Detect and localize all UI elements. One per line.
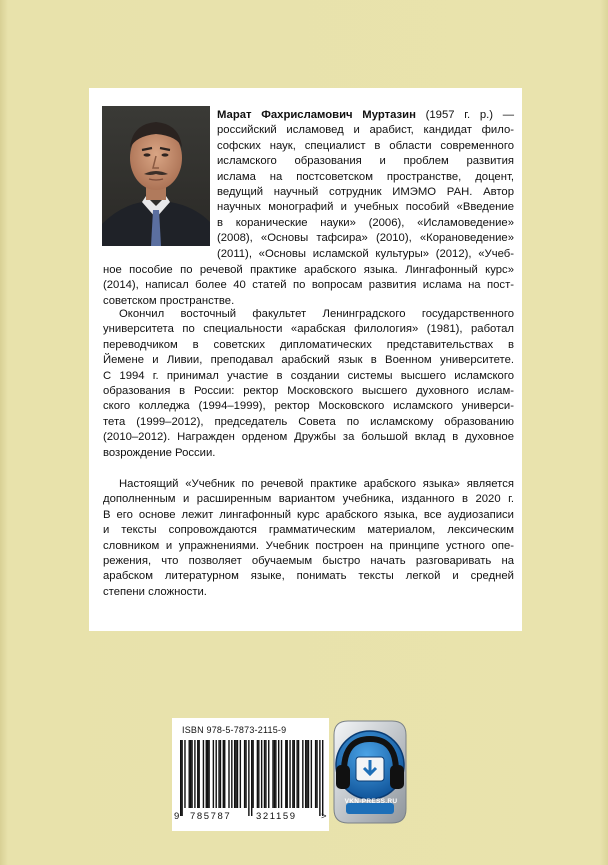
bio-line: переводчиком в советских дипломатических представительствах в	[103, 338, 514, 351]
description-line: режения, что позволяет обучаемым быстро начать разговаривать на	[103, 555, 514, 568]
barcode-bar	[274, 740, 275, 808]
barcode-bar	[281, 740, 282, 808]
description-line: арабском литературном языке, понимать тексты легкой и средней	[103, 570, 514, 583]
barcode-bar	[207, 740, 208, 808]
barcode-bar	[278, 740, 279, 808]
barcode-bar	[197, 740, 198, 808]
author-portrait-illustration	[102, 106, 210, 246]
book-description	[103, 477, 514, 600]
barcode-bar	[181, 740, 182, 816]
barcode-bar	[206, 740, 207, 808]
bio-line: С 1994 г. принимал участие в создании системы высшего исламского	[103, 369, 514, 382]
bio-line: софских наук, специалист в области современного	[217, 139, 514, 152]
barcode-digit-prefix: 9	[174, 811, 180, 822]
barcode-bar	[240, 740, 241, 808]
barcode-bar	[316, 740, 317, 808]
barcode-bar	[237, 740, 238, 808]
barcode-bar	[216, 740, 217, 808]
barcode-bar	[251, 740, 252, 816]
description-line: Настоящий «Учебник по речевой практике арабского языка» является	[119, 478, 514, 490]
barcode-bar	[292, 740, 293, 808]
barcode-bar	[308, 740, 309, 808]
barcode-bar	[305, 740, 306, 808]
bio-line: (2008), «Основы тафсира» (2010), «Корановедение»	[217, 232, 514, 245]
barcode-bar	[194, 740, 195, 808]
author-career-paragraph	[103, 307, 514, 461]
barcode-bar	[258, 740, 259, 808]
bio-line: (2014), написал более 40 статей по вопросам развития ислама на пост-	[103, 279, 514, 292]
barcode-bar	[213, 740, 214, 808]
barcode-bar	[220, 740, 221, 808]
barcode-bar	[315, 740, 316, 808]
description-line: дополненным и расширенным вариантом учебника, изданного в 2020 г.	[103, 493, 514, 506]
barcode-digits-right: 321159	[256, 811, 297, 822]
barcode-bar	[231, 740, 232, 808]
bio-line: возрождение России.	[103, 446, 216, 459]
bio-line: университета по специальности «арабская филология» (1981), работал	[103, 323, 514, 336]
barcode-bar	[234, 740, 235, 808]
barcode-bar	[203, 740, 204, 808]
bio-line: (2011), «Основы исламской культуры» (2012), «Учеб-	[217, 247, 514, 260]
barcode-bar	[275, 740, 276, 808]
description-line: В его основе лежит лингафонный курс арабского языка, все аудиозаписи	[103, 508, 514, 521]
barcode-bar	[180, 740, 181, 816]
barcode-bar	[272, 740, 273, 808]
barcode-icon	[176, 740, 326, 818]
barcode-bar	[190, 740, 191, 808]
barcode-bar	[265, 740, 266, 808]
author-bio-continued	[103, 263, 514, 309]
barcode-bar	[228, 740, 229, 808]
author-name: Марат Фахрисламович Муртазин	[217, 109, 416, 121]
barcode-bar	[218, 740, 219, 808]
barcode-bar	[191, 740, 192, 808]
description-line: степени сложности.	[103, 585, 207, 598]
bio-line: ведущий научный сотрудник ИМЭМО РАН. Автор	[217, 186, 514, 199]
barcode-digits-left: 785787	[190, 811, 232, 822]
barcode-bar	[319, 740, 320, 816]
barcode-bar	[184, 740, 185, 808]
description-line: и тексты сопровождаются грамматическим материалом, лексическим	[103, 524, 514, 537]
bio-line: ное пособие по речевой практике арабского языка. Лингафонный курс»	[103, 264, 514, 276]
bio-line: ского колледжа (1994–1999), ректор Московского исламского универси-	[103, 400, 514, 413]
bio-line: Йемене и Ливии, преподавал арабский язык в Военном университете.	[103, 354, 514, 367]
bio-line: исламского образования и проблем развития	[217, 155, 514, 168]
barcode-bar	[268, 740, 269, 808]
author-bio-intro	[217, 108, 514, 262]
barcode-bar	[296, 740, 297, 808]
author-photo	[102, 106, 210, 246]
bio-line: (2010–2012). Награжден орденом Дружбы за большой вклад в духовное	[103, 431, 514, 444]
bio-line: научных монографий и учебных пособий «Введение	[217, 201, 514, 214]
barcode-bar	[264, 740, 265, 808]
barcode-bar	[223, 740, 224, 808]
barcode-bar	[287, 740, 288, 808]
badge-site-label: VKN-PRESS.RU	[344, 798, 398, 805]
barcode-bar	[298, 740, 299, 808]
description-line: словником и упражнениями. Учебник построен на принципе устного опе-	[103, 539, 514, 552]
bio-line: Окончил восточный факультет Ленинградского государственного	[119, 308, 514, 320]
barcode-bar	[248, 740, 249, 816]
barcode-digit-suffix: >	[321, 811, 327, 822]
author-years: (1957 г. р.) —	[415, 109, 514, 121]
barcode-bar	[252, 740, 253, 808]
bio-line: советском пространстве.	[103, 294, 235, 307]
barcode-bar	[235, 740, 236, 808]
barcode-bar	[257, 740, 258, 808]
barcode-bar	[289, 740, 290, 808]
barcode-bar	[245, 740, 246, 808]
barcode-bar	[302, 740, 303, 808]
barcode-bar	[224, 740, 225, 808]
barcode-bar	[198, 740, 199, 808]
barcode-bar	[311, 740, 312, 808]
barcode-bar	[244, 740, 245, 808]
bio-line: образования в России: ректор Московского высшего духовного ислам-	[103, 385, 514, 398]
barcode-bar	[294, 740, 295, 808]
bio-line: тета (1999–2012), председатель Совета по исламскому образованию	[103, 415, 514, 428]
headphones-download-icon	[324, 713, 416, 831]
barcode-bar	[189, 740, 190, 808]
bio-line: в коранические науки» (2006), «Исламоведение»	[217, 216, 514, 229]
bio-line: российский исламовед и арабист, кандидат фило-	[217, 124, 514, 137]
barcode-bar	[285, 740, 286, 808]
bio-line	[217, 108, 514, 123]
barcode-bar	[208, 740, 209, 808]
bio-line: ислама на постсоветском пространстве, доцент,	[217, 170, 514, 183]
isbn-number: ISBN 978-5-7873-2115-9	[182, 725, 287, 735]
barcode-bar	[261, 740, 262, 808]
barcode-bar	[306, 740, 307, 808]
